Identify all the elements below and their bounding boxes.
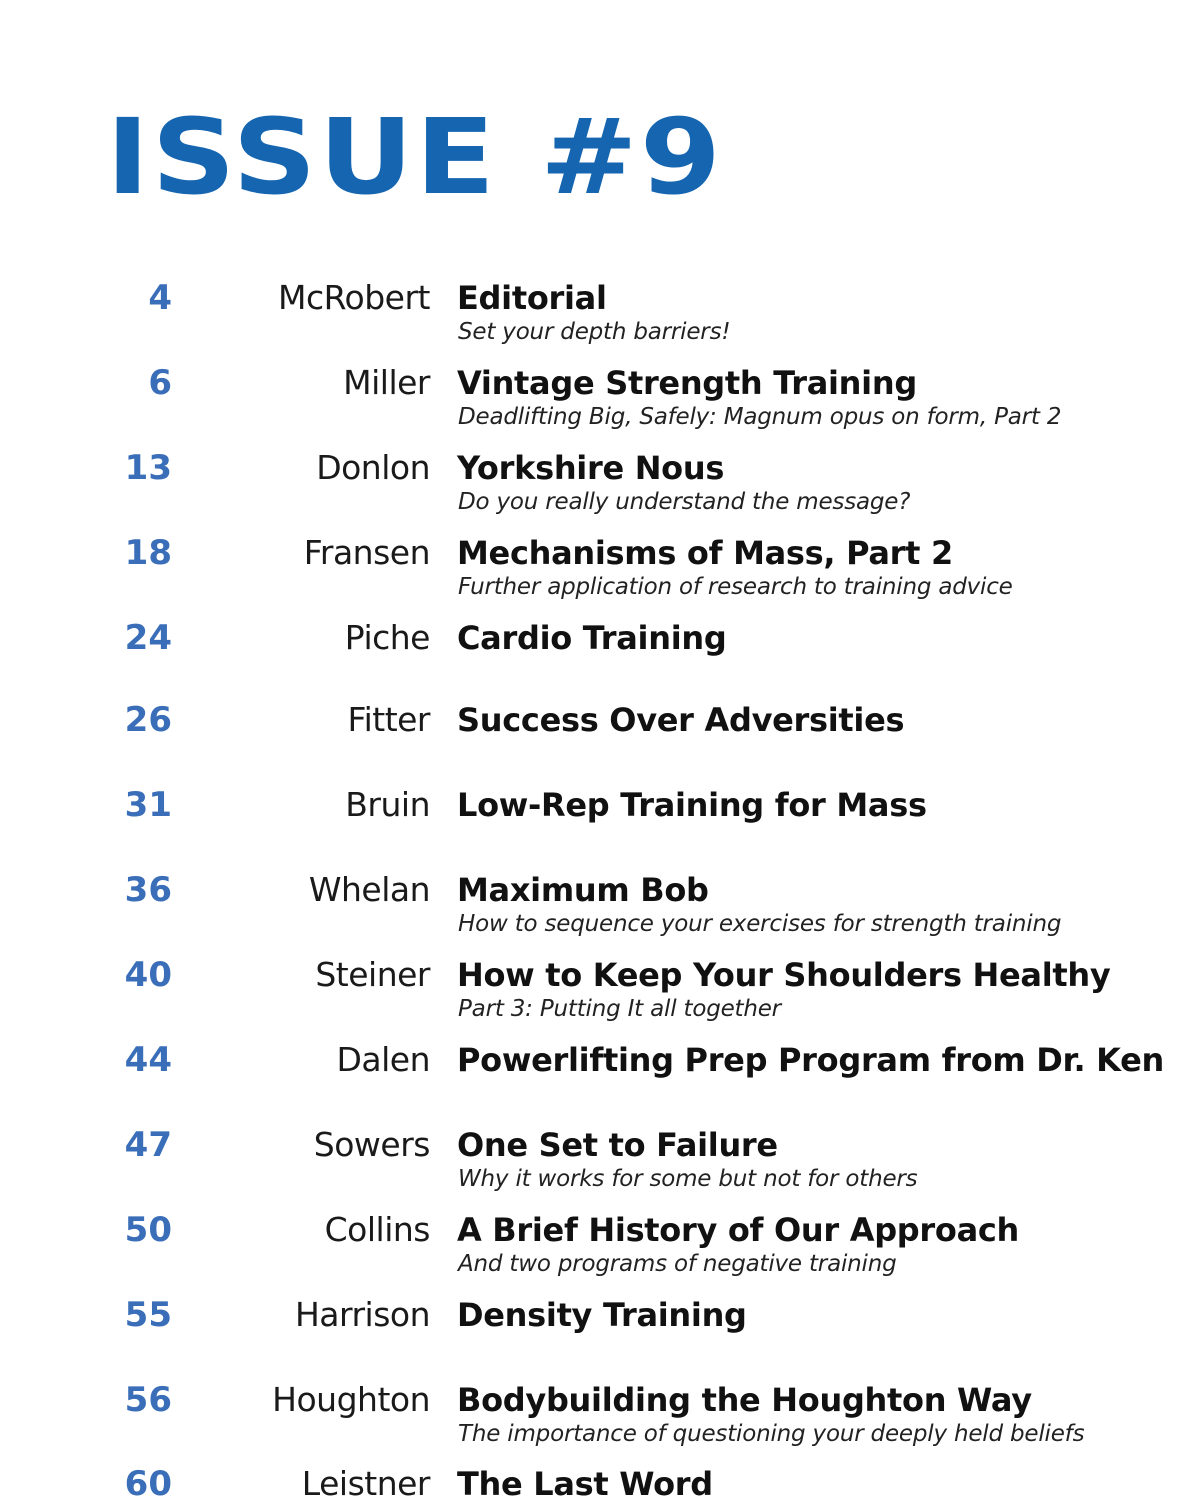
page-number: 50 [124, 1210, 172, 1250]
article-title: Yorkshire Nous [457, 449, 725, 487]
article-title: A Brief History of Our Approach [457, 1211, 1020, 1249]
toc-entry[interactable] [0, 448, 1199, 531]
article-subtitle: Further application of research to training advice [458, 574, 1013, 600]
toc-entry[interactable] [0, 618, 1199, 701]
author-name: Dalen [336, 1040, 430, 1079]
author-name: Miller [343, 363, 430, 402]
author-name: McRobert [277, 278, 430, 317]
article-title: Powerlifting Prep Program from Dr. Ken [457, 1041, 1164, 1079]
page-number: 47 [124, 1125, 172, 1165]
author-name: Harrison [294, 1295, 430, 1334]
author-name: Houghton [272, 1380, 430, 1419]
author-name: Collins [324, 1210, 430, 1249]
author-name: Sowers [313, 1125, 430, 1164]
article-title: Cardio Training [457, 619, 727, 657]
page-number: 24 [124, 618, 172, 658]
article-title: Maximum Bob [457, 871, 709, 909]
article-title: How to Keep Your Shoulders Healthy [457, 956, 1111, 994]
article-subtitle: Part 3: Putting It all together [458, 996, 781, 1022]
toc-entry[interactable] [0, 1210, 1199, 1293]
author-name: Donlon [316, 448, 430, 487]
author-name: Bruin [345, 785, 430, 824]
article-subtitle: Why it works for some but not for others [458, 1166, 918, 1192]
page-number: 44 [124, 1040, 172, 1080]
toc-entry[interactable] [0, 700, 1199, 783]
article-title: Low-Rep Training for Mass [457, 786, 927, 824]
article-subtitle: Deadlifting Big, Safely: Magnum opus on form, Part 2 [458, 404, 1062, 430]
article-subtitle: Do you really understand the message? [458, 489, 911, 515]
article-subtitle: The importance of questioning your deeply held beliefs [458, 1421, 1085, 1447]
toc-entry[interactable] [0, 955, 1199, 1038]
article-title: Editorial [457, 279, 607, 317]
author-name: Whelan [308, 870, 430, 909]
page-number: 31 [124, 785, 172, 825]
page-number: 40 [124, 955, 172, 995]
article-title: Density Training [457, 1296, 747, 1334]
article-title: One Set to Failure [457, 1126, 778, 1164]
page-number: 56 [124, 1380, 172, 1420]
page-number: 36 [124, 870, 172, 910]
toc-entry[interactable] [0, 278, 1199, 361]
article-title: The Last Word [457, 1465, 713, 1503]
article-subtitle: How to sequence your exercises for strength training [458, 911, 1062, 937]
author-name: Fitter [347, 700, 430, 739]
toc-entry[interactable] [0, 1380, 1199, 1463]
article-title: Success Over Adversities [457, 701, 905, 739]
page-number: 6 [148, 363, 172, 403]
page-number: 55 [124, 1295, 172, 1335]
toc-entry[interactable] [0, 1464, 1199, 1507]
page-number: 26 [124, 700, 172, 740]
issue-title: ISSUE #9 [106, 96, 724, 218]
article-title: Mechanisms of Mass, Part 2 [457, 534, 953, 572]
article-title: Bodybuilding the Houghton Way [457, 1381, 1032, 1419]
toc-entry[interactable] [0, 870, 1199, 953]
page-number: 13 [124, 448, 172, 488]
author-name: Leistner [301, 1464, 430, 1503]
toc-entry[interactable] [0, 1295, 1199, 1378]
author-name: Piche [344, 618, 430, 657]
toc-entry[interactable] [0, 533, 1199, 616]
toc-entry[interactable] [0, 1040, 1199, 1123]
toc-entry[interactable] [0, 785, 1199, 868]
page-number: 60 [124, 1464, 172, 1504]
article-subtitle: Set your depth barriers! [458, 319, 731, 345]
toc-entry[interactable] [0, 363, 1199, 446]
toc-entry[interactable] [0, 1125, 1199, 1208]
page-number: 4 [148, 278, 172, 318]
author-name: Steiner [315, 955, 430, 994]
page-number: 18 [124, 533, 172, 573]
article-title: Vintage Strength Training [457, 364, 917, 402]
article-subtitle: And two programs of negative training [458, 1251, 897, 1277]
author-name: Fransen [303, 533, 430, 572]
